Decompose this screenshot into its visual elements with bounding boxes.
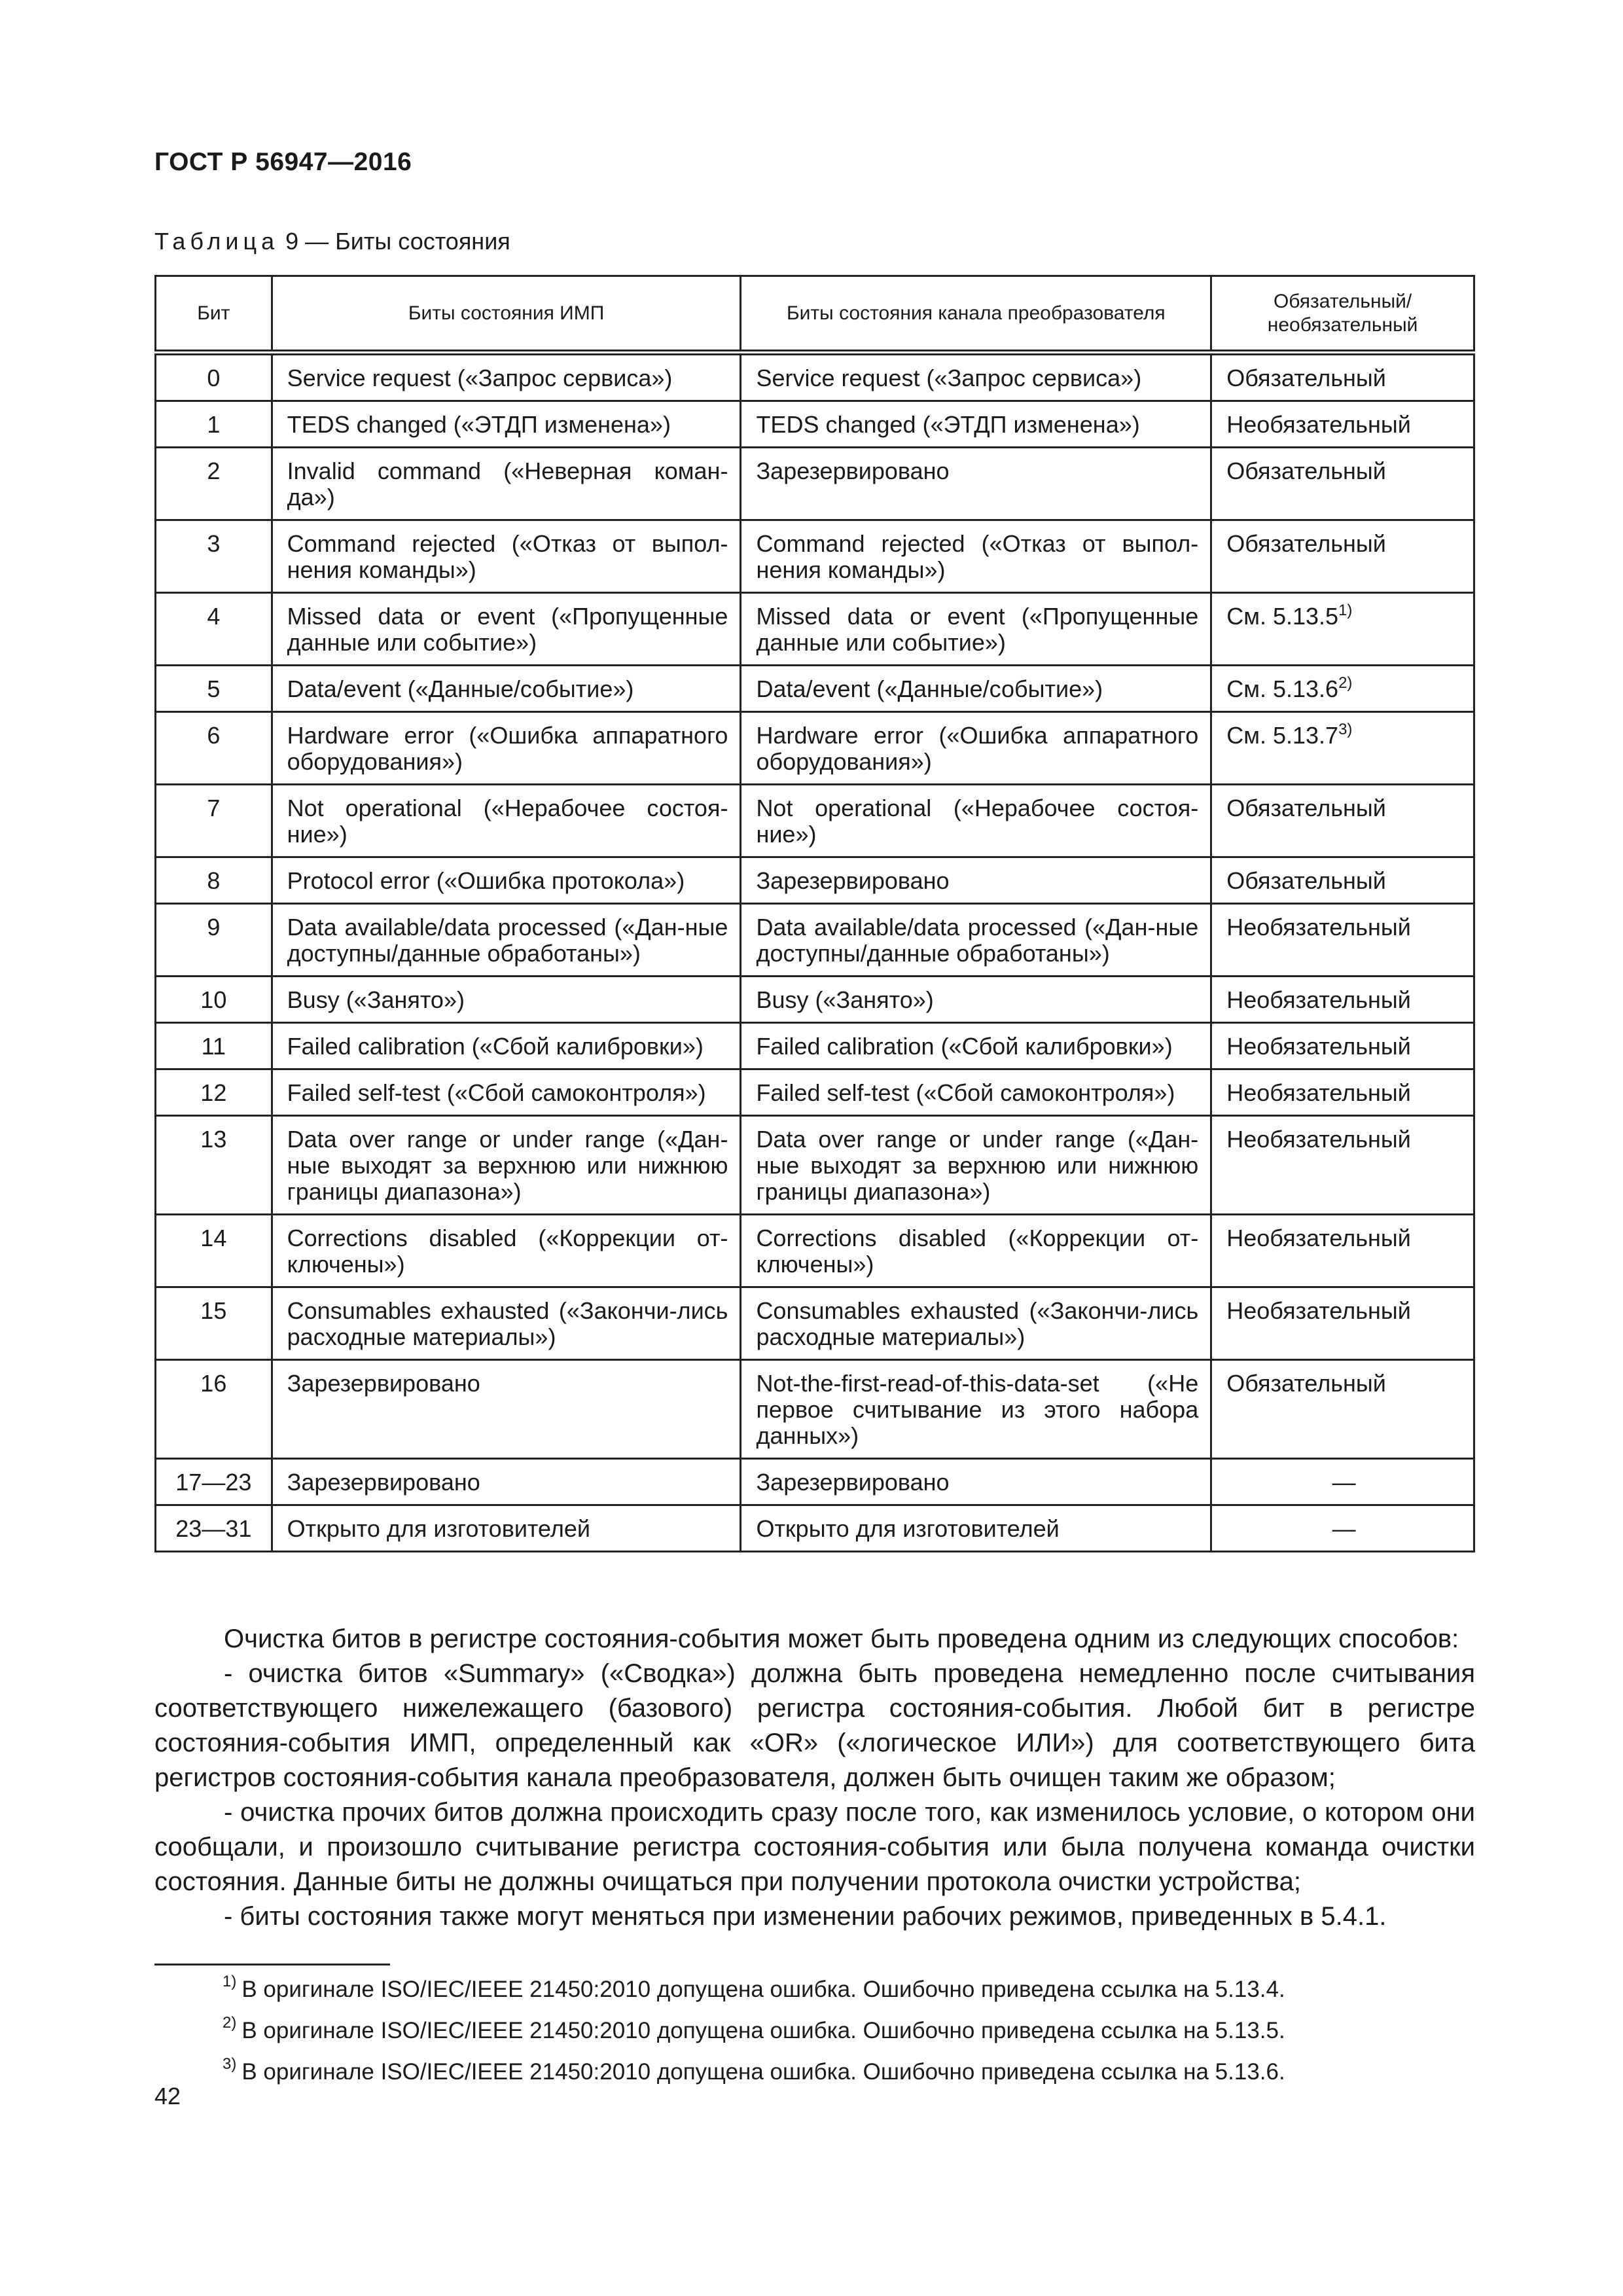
cell-mandatory-text: — [1332, 1515, 1356, 1542]
cell-imp-status [272, 1023, 741, 1069]
cell-mandatory-text: См. 5.13.6 [1226, 675, 1339, 702]
cell-mandatory [1211, 520, 1474, 593]
cell-channel-status [741, 712, 1211, 785]
body-text [154, 1622, 1475, 1934]
cell-bit [156, 1459, 272, 1505]
table-row [156, 401, 1474, 448]
header-mandatory: Обязательный/ необязательный [1211, 276, 1474, 353]
cell-mandatory-text: Необязательный [1226, 1126, 1411, 1153]
cell-mandatory [1211, 1287, 1474, 1360]
cell-bit [156, 353, 272, 401]
cell-mandatory [1211, 857, 1474, 904]
cell-mandatory [1211, 401, 1474, 448]
cell-mandatory [1211, 1459, 1474, 1505]
table-row [156, 666, 1474, 712]
caption-label: Таблица [154, 228, 279, 255]
cell-mandatory [1211, 1215, 1474, 1287]
cell-imp-status [272, 593, 741, 666]
cell-channel-status-text: Busy («Занято») [756, 986, 934, 1013]
table-row [156, 1116, 1474, 1215]
cell-bit [156, 1069, 272, 1116]
cell-imp-status [272, 1116, 741, 1215]
cell-bit-text: 13 [200, 1126, 227, 1153]
cell-bit-text: 17—23 [175, 1469, 252, 1496]
cell-mandatory [1211, 666, 1474, 712]
cell-channel-status [741, 1459, 1211, 1505]
cell-mandatory-text: Обязательный [1226, 530, 1386, 557]
table-row [156, 1215, 1474, 1287]
cell-mandatory-text: Необязательный [1226, 1297, 1411, 1324]
cell-channel-status-text: Data over range or under range («Дан-ные выходят за верхнюю или нижнюю границы диапазона») [756, 1126, 1199, 1205]
cell-imp-status-text: Command rejected («Отказ от выпол-нения команды») [287, 530, 728, 583]
table-row [156, 520, 1474, 593]
cell-imp-status [272, 401, 741, 448]
footnote [223, 2010, 1285, 2051]
cell-imp-status [272, 1459, 741, 1505]
cell-bit [156, 977, 272, 1023]
cell-bit-text: 5 [207, 675, 221, 702]
cell-imp-status [272, 1069, 741, 1116]
cell-imp-status-text: Protocol error («Ошибка протокола») [287, 867, 685, 894]
cell-imp-status [272, 857, 741, 904]
cell-mandatory [1211, 1505, 1474, 1552]
table-row [156, 977, 1474, 1023]
cell-mandatory [1211, 353, 1474, 401]
cell-channel-status-text: Зарезервировано [756, 867, 950, 894]
cell-imp-status-text: Data over range or under range («Дан-ные выходят за верхнюю или нижнюю границы диапазона») [287, 1126, 728, 1205]
cell-mandatory-text: См. 5.13.7 [1226, 722, 1339, 749]
cell-imp-status [272, 666, 741, 712]
cell-bit [156, 1215, 272, 1287]
cell-imp-status [272, 1287, 741, 1360]
cell-mandatory [1211, 712, 1474, 785]
cell-channel-status [741, 593, 1211, 666]
cell-mandatory-text: Обязательный [1226, 457, 1386, 484]
cell-mandatory-text: Необязательный [1226, 1225, 1411, 1251]
cell-bit-text: 11 [201, 1033, 226, 1060]
cell-imp-status-text: TEDS changed («ЭТДП изменена») [287, 411, 671, 438]
cell-bit-text: 16 [200, 1370, 227, 1397]
cell-imp-status-text: Corrections disabled («Коррекции от-ключены») [287, 1225, 728, 1278]
cell-imp-status [272, 353, 741, 401]
cell-imp-status-text: Зарезервировано [287, 1370, 480, 1397]
cell-channel-status [741, 353, 1211, 401]
cell-bit-text: 4 [207, 603, 221, 630]
table-caption [154, 228, 510, 255]
cell-channel-status-text: Not-the-first-read-of-this-data-set («Не первое считывание из этого набора данных») [756, 1370, 1199, 1449]
cell-channel-status [741, 448, 1211, 520]
cell-channel-status [741, 520, 1211, 593]
cell-imp-status [272, 1505, 741, 1552]
cell-channel-status [741, 904, 1211, 977]
cell-bit-text: 14 [200, 1225, 227, 1251]
cell-channel-status-text: TEDS changed («ЭТДП изменена») [756, 411, 1140, 438]
table-header-row [156, 276, 1474, 353]
cell-imp-status [272, 904, 741, 977]
cell-channel-status-text: Failed calibration («Сбой калибровки») [756, 1033, 1173, 1060]
cell-channel-status-text: Data/event («Данные/событие») [756, 675, 1103, 702]
cell-channel-status [741, 1360, 1211, 1459]
cell-imp-status-text: Hardware error («Ошибка аппаратного оборудования») [287, 722, 728, 775]
cell-imp-status-text: Открыто для изготовителей [287, 1515, 590, 1542]
footnote-ref: 2) [1338, 674, 1353, 692]
cell-bit-text: 0 [207, 365, 221, 391]
header-bit: Бит [156, 276, 272, 353]
footnote [223, 1969, 1285, 2010]
cell-bit [156, 712, 272, 785]
cell-channel-status [741, 857, 1211, 904]
table-row [156, 1459, 1474, 1505]
cell-bit-text: 2 [207, 457, 221, 484]
cell-bit [156, 448, 272, 520]
cell-channel-status [741, 401, 1211, 448]
footnote-ref: 3) [1338, 721, 1353, 738]
cell-mandatory-text: См. 5.13.5 [1226, 603, 1339, 630]
footnote-mark: 1) [223, 1973, 237, 1990]
table-row [156, 353, 1474, 401]
cell-channel-status-text: Missed data or event («Пропущенные данные или событие») [756, 603, 1199, 656]
header-channel-bits: Биты состояния канала преобразователя [741, 276, 1211, 353]
cell-channel-status-text: Зарезервировано [756, 457, 950, 484]
cell-bit-text: 8 [207, 867, 221, 894]
cell-mandatory [1211, 977, 1474, 1023]
cell-imp-status-text: Зарезервировано [287, 1469, 480, 1496]
cell-channel-status-text: Зарезервировано [756, 1469, 950, 1496]
cell-imp-status-text: Invalid command («Неверная коман-да») [287, 457, 728, 511]
cell-bit [156, 520, 272, 593]
footnotes [223, 1969, 1285, 2092]
footnote-text: В оригинале ISO/IEC/IEEE 21450:2010 допущена ошибка. Ошибочно приведена ссылка на 5.13.4. [241, 1977, 1285, 2002]
cell-imp-status-text: Consumables exhausted («Закончи-лись расходные материалы») [287, 1297, 728, 1350]
document-header: ГОСТ Р 56947—2016 [154, 148, 412, 176]
cell-mandatory-text: — [1332, 1469, 1356, 1496]
cell-mandatory [1211, 593, 1474, 666]
page-number: 42 [154, 2083, 181, 2109]
cell-bit-text: 10 [200, 986, 227, 1013]
cell-channel-status-text: Command rejected («Отказ от выпол-нения команды») [756, 530, 1199, 583]
cell-mandatory-text: Необязательный [1226, 1033, 1411, 1060]
cell-bit [156, 904, 272, 977]
cell-bit [156, 1360, 272, 1459]
cell-imp-status-text: Service request («Запрос сервиса») [287, 365, 673, 391]
cell-channel-status-text: Data available/data processed («Дан-ные доступны/данные обработаны») [756, 914, 1199, 967]
cell-bit-text: 3 [207, 530, 221, 557]
cell-bit-text: 6 [207, 722, 221, 749]
cell-channel-status [741, 785, 1211, 857]
cell-imp-status-text: Data/event («Данные/событие») [287, 675, 634, 702]
table-row [156, 1505, 1474, 1552]
cell-bit [156, 1505, 272, 1552]
footnote-text: В оригинале ISO/IEC/IEEE 21450:2010 допущена ошибка. Ошибочно приведена ссылка на 5.13.6. [241, 2059, 1285, 2085]
table-row [156, 1287, 1474, 1360]
paragraph: - очистка битов «Summary» («Сводка») должна быть проведена немедленно после считывания соответствующего нижележащего (базового) регистра состояния-события. Любой бит в регистре состояния-события ИМП, определенный как «OR» («логическое ИЛИ») для соответствующего бита регистров состояния-события канала преобразователя, должен быть очищен таким же образом; [154, 1659, 1475, 1792]
cell-imp-status [272, 785, 741, 857]
table-row [156, 785, 1474, 857]
table-row [156, 448, 1474, 520]
table-row [156, 593, 1474, 666]
table-row [156, 1069, 1474, 1116]
cell-bit [156, 857, 272, 904]
paragraph: - биты состояния также могут меняться при изменении рабочих режимов, приведенных в 5.4.1. [224, 1902, 1387, 1931]
cell-mandatory-text: Необязательный [1226, 411, 1411, 438]
cell-bit-text: 12 [200, 1079, 227, 1106]
status-bits-table [154, 275, 1475, 1552]
cell-mandatory-text: Обязательный [1226, 365, 1386, 391]
paragraph: - очистка прочих битов должна происходить сразу после того, как изменилось условие, о котором они сообщали, и произошло считывание регистра состояния-события или была получена команда очистки состояния. Данные биты не должны очищаться при получении протокола очистки устройства; [154, 1798, 1475, 1896]
cell-bit-text: 9 [207, 914, 221, 941]
cell-mandatory [1211, 785, 1474, 857]
cell-mandatory [1211, 1116, 1474, 1215]
footnote-divider [154, 1964, 390, 1965]
header-imp-bits: Биты состояния ИМП [272, 276, 741, 353]
cell-channel-status-text: Открыто для изготовителей [756, 1515, 1060, 1542]
table-row [156, 1023, 1474, 1069]
cell-mandatory [1211, 1360, 1474, 1459]
cell-mandatory [1211, 1069, 1474, 1116]
table-row [156, 904, 1474, 977]
cell-channel-status-text: Hardware error («Ошибка аппаратного оборудования») [756, 722, 1199, 775]
cell-channel-status [741, 1069, 1211, 1116]
cell-channel-status-text: Consumables exhausted («Закончи-лись расходные материалы») [756, 1297, 1199, 1350]
footnote-mark: 3) [223, 2055, 237, 2073]
cell-imp-status [272, 977, 741, 1023]
cell-imp-status-text: Failed self-test («Сбой самоконтроля») [287, 1079, 706, 1106]
footnote-text: В оригинале ISO/IEC/IEEE 21450:2010 допущена ошибка. Ошибочно приведена ссылка на 5.13.5. [241, 2018, 1285, 2043]
cell-mandatory-text: Обязательный [1226, 795, 1386, 821]
cell-channel-status [741, 1116, 1211, 1215]
cell-channel-status-text: Failed self-test («Сбой самоконтроля») [756, 1079, 1175, 1106]
caption-title: 9 — Биты состояния [279, 228, 510, 255]
cell-mandatory-text: Необязательный [1226, 1079, 1411, 1106]
cell-channel-status [741, 1505, 1211, 1552]
cell-mandatory-text: Необязательный [1226, 986, 1411, 1013]
cell-imp-status-text: Busy («Занято») [287, 986, 465, 1013]
cell-mandatory [1211, 448, 1474, 520]
cell-imp-status-text: Data available/data processed («Дан-ные доступны/данные обработаны») [287, 914, 728, 967]
cell-imp-status [272, 712, 741, 785]
table-row [156, 1360, 1474, 1459]
cell-bit-text: 1 [207, 411, 221, 438]
cell-channel-status [741, 977, 1211, 1023]
cell-bit [156, 593, 272, 666]
cell-bit [156, 1287, 272, 1360]
footnote-ref: 1) [1338, 601, 1353, 619]
cell-channel-status [741, 666, 1211, 712]
cell-channel-status [741, 1287, 1211, 1360]
cell-channel-status-text: Not operational («Нерабочее состоя-ние») [756, 795, 1199, 848]
cell-bit [156, 785, 272, 857]
cell-bit [156, 666, 272, 712]
table-row [156, 857, 1474, 904]
cell-channel-status [741, 1023, 1211, 1069]
footnote [223, 2051, 1285, 2092]
cell-imp-status [272, 1360, 741, 1459]
cell-imp-status-text: Missed data or event («Пропущенные данные или событие») [287, 603, 728, 656]
cell-channel-status [741, 1215, 1211, 1287]
paragraph: Очистка битов в регистре состояния-события может быть проведена одним из следующих способов: [224, 1624, 1459, 1653]
cell-imp-status [272, 1215, 741, 1287]
cell-mandatory [1211, 904, 1474, 977]
cell-mandatory [1211, 1023, 1474, 1069]
cell-mandatory-text: Необязательный [1226, 914, 1411, 941]
cell-bit [156, 401, 272, 448]
cell-channel-status-text: Service request («Запрос сервиса») [756, 365, 1142, 391]
cell-bit [156, 1023, 272, 1069]
cell-imp-status [272, 520, 741, 593]
cell-mandatory-text: Обязательный [1226, 867, 1386, 894]
cell-bit-text: 15 [200, 1297, 227, 1324]
cell-mandatory-text: Обязательный [1226, 1370, 1386, 1397]
cell-imp-status-text: Failed calibration («Сбой калибровки») [287, 1033, 704, 1060]
cell-imp-status-text: Not operational («Нерабочее состоя-ние») [287, 795, 728, 848]
table-row [156, 712, 1474, 785]
cell-bit-text: 7 [207, 795, 221, 821]
cell-channel-status-text: Corrections disabled («Коррекции от-ключены») [756, 1225, 1199, 1278]
cell-bit [156, 1116, 272, 1215]
cell-imp-status [272, 448, 741, 520]
cell-bit-text: 23—31 [175, 1515, 252, 1542]
footnote-mark: 2) [223, 2014, 237, 2032]
